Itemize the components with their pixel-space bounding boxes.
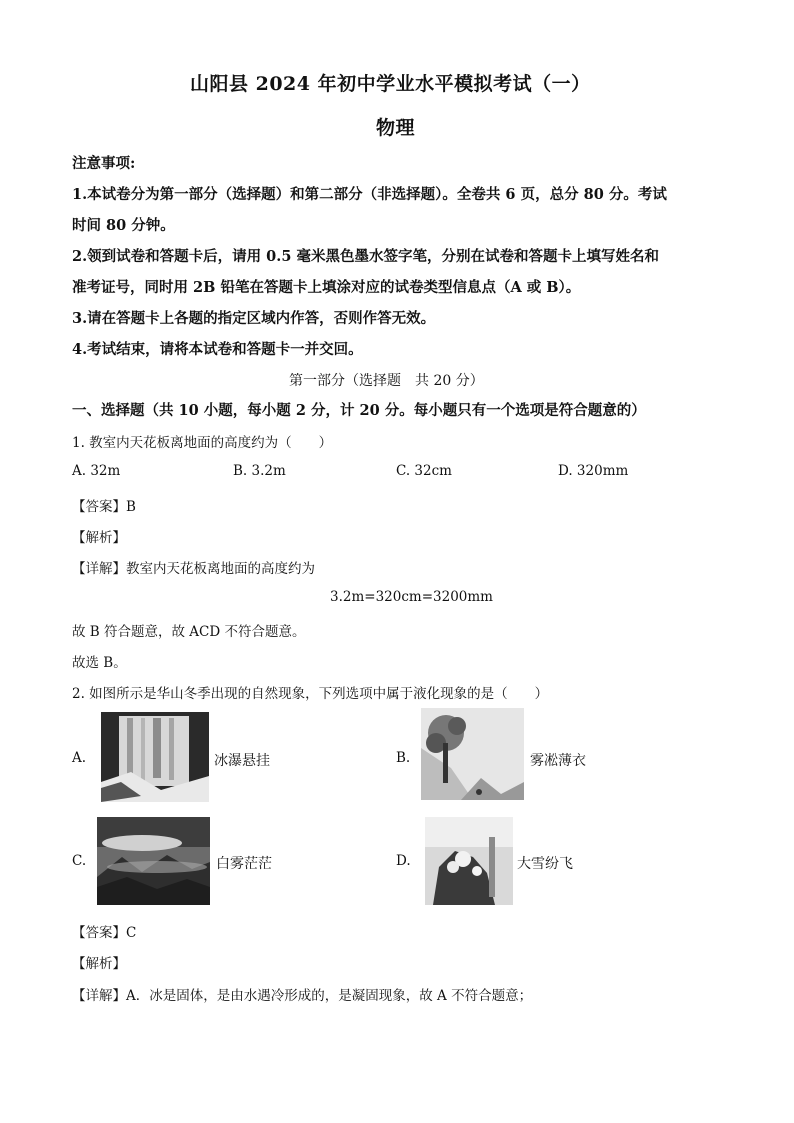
notice-line-3: 2.领到试卷和答题卡后，请用 0.5 毫米黑色墨水签字笔，分别在试卷和答题卡上填写姓名和 bbox=[72, 248, 659, 265]
q1-option-a: A. 32m bbox=[72, 463, 121, 479]
snowfall-image bbox=[425, 817, 513, 905]
notice-line-1: 1.本试卷分为第一部分（选择题）和第二部分（非选择题）。全卷共 6 页，总分 80 分。考试 bbox=[72, 186, 667, 203]
fog-mountain-photo bbox=[97, 817, 210, 905]
part1-heading: 第一部分（选择题 共 20 分） bbox=[289, 373, 484, 389]
q1-conclusion: 故 B 符合题意，故 ACD 不符合题意。 bbox=[72, 624, 306, 640]
q2-stem: 2. 如图所示是华山冬季出现的自然现象，下列选项中属于液化现象的是（ ） bbox=[72, 686, 549, 702]
fog-mountain-image bbox=[97, 817, 210, 905]
q2-option-c-letter: C. bbox=[72, 853, 87, 869]
q2-option-b-letter: B. bbox=[396, 750, 411, 766]
q2-option-b-caption: 雾凇薄衣 bbox=[530, 753, 586, 769]
q2-option-a-caption: 冰瀑悬挂 bbox=[214, 753, 270, 769]
notice-line-4: 准考证号，同时用 2B 铅笔在答题卡上填涂对应的试卷类型信息点（A 或 B）。 bbox=[72, 279, 581, 296]
notice-line-6: 4.考试结束，请将本试卷和答题卡一并交回。 bbox=[72, 341, 363, 358]
q2-analysis: 【解析】 bbox=[72, 956, 126, 972]
q2-detail: 【详解】A．冰是固体，是由水遇冷形成的，是凝固现象，故 A 不符合题意； bbox=[72, 988, 533, 1004]
q2-option-d-caption: 大雪纷飞 bbox=[517, 856, 573, 872]
notice-line-5: 3.请在答题卡上各题的指定区域内作答，否则作答无效。 bbox=[72, 310, 436, 327]
q2-option-c-caption: 白雾茫茫 bbox=[216, 856, 272, 872]
q1-option-b: B. 3.2m bbox=[233, 463, 286, 479]
q1-detail: 【详解】教室内天花板离地面的高度约为 bbox=[72, 561, 315, 577]
q2-answer: 【答案】C bbox=[72, 925, 137, 941]
notice-heading: 注意事项: bbox=[72, 155, 136, 172]
section-heading: 一、选择题（共 10 小题，每小题 2 分，计 20 分。每小题只有一个选项是符合题意的） bbox=[72, 402, 646, 419]
q2-option-a-letter: A. bbox=[72, 750, 87, 766]
q1-option-d: D. 320mm bbox=[558, 463, 629, 479]
notice-line-2: 时间 80 分钟。 bbox=[72, 217, 175, 234]
q1-stem: 1. 教室内天花板离地面的高度约为（ ） bbox=[72, 435, 333, 451]
snowfall-photo bbox=[425, 817, 513, 905]
q1-analysis: 【解析】 bbox=[72, 530, 126, 546]
q1-formula: 3.2m=320cm=3200mm bbox=[330, 589, 493, 605]
subject-title: 物理 bbox=[376, 117, 416, 139]
exam-title: 山阳县 2024 年初中学业水平模拟考试（一） bbox=[190, 73, 591, 95]
rime-tree-photo bbox=[421, 708, 524, 800]
ice-waterfall-photo bbox=[101, 712, 209, 802]
q1-option-c: C. 32cm bbox=[396, 463, 452, 479]
q1-answer: 【答案】B bbox=[72, 499, 136, 515]
q2-option-d-letter: D. bbox=[396, 853, 411, 869]
ice-waterfall-image bbox=[101, 712, 209, 802]
q1-choose: 故选 B。 bbox=[72, 655, 127, 671]
rime-tree-image bbox=[421, 708, 524, 800]
